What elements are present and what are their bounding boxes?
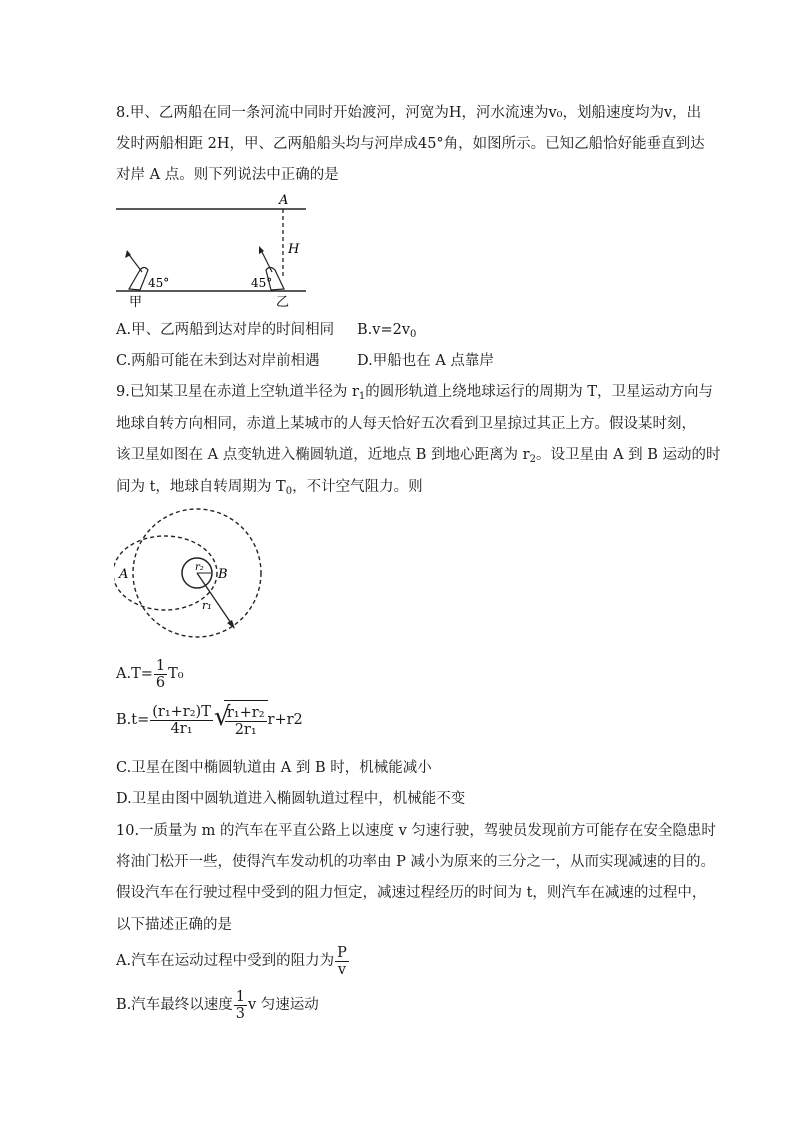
q10-option-b: [116, 988, 319, 1022]
q8-line-2: 发时两船相距 2H，甲、乙两船船头均与河岸成45°角，如图所示。已知乙船恰好能垂直到达: [116, 136, 705, 152]
boat-jia-label: 甲: [129, 295, 143, 310]
q9-line-1: [116, 382, 713, 407]
width-h-label: H: [288, 242, 300, 257]
q9-line-3-a: 该卫星如图在 A 点变轨进入椭圆轨道，近地点 B 到地心距离为 r: [116, 447, 530, 463]
q10-option-b-fraction: [234, 989, 247, 1022]
q9-option-a-prefix: A.T=: [116, 666, 153, 682]
q9-orbit-figure: [114, 503, 272, 643]
fraction-denominator: 6: [155, 674, 166, 691]
fraction-numerator: P: [337, 944, 347, 961]
q10-option-a: [116, 944, 350, 978]
q8-option-b: [357, 320, 416, 345]
q8-option-b-text: B.v=2v: [357, 322, 411, 338]
r2-label: r₂: [195, 562, 204, 573]
sqrt-fraction: [225, 705, 267, 738]
q9-line-4: [116, 477, 423, 502]
q9-option-c: C.卫星在图中椭圆轨道由 A 到 B 时，机械能减小: [116, 760, 432, 776]
q9-line-4-b: ，不计空气阻力。则: [292, 479, 423, 495]
q9-option-b-suffix: r+r2: [267, 712, 303, 728]
q8-line-1: 8.甲、乙两船在同一条河流中同时开始渡河，河宽为H，河水流速为v₀，划船速度均为v，出: [116, 105, 702, 121]
q9-line-3-b: 。设卫星由 A 到 B 运动的时: [535, 447, 721, 463]
q9-line-3-sub: 2: [529, 454, 536, 465]
q9-option-b: [116, 700, 303, 740]
q8-option-d: D.甲船也在 A 点靠岸: [357, 353, 494, 369]
angle-right-label: 45°: [251, 276, 273, 290]
q9-line-1-a: 9.已知某卫星在赤道上空轨道半径为 r: [116, 384, 359, 400]
q9-line-1-b: 的圆形轨道上绕地球运行的周期为 T，卫星运动方向与: [365, 384, 714, 400]
q9-option-b-prefix: B.t=: [116, 712, 150, 728]
q9-option-b-sqrt: [214, 700, 268, 740]
q10-option-a-fraction: [335, 945, 349, 978]
fraction-denominator: 4r₁: [170, 720, 193, 737]
fraction-numerator: r₁+r₂: [226, 704, 265, 721]
q9-option-b-fraction: [150, 704, 213, 737]
q9-line-3: [116, 445, 721, 470]
fraction-denominator: v: [337, 961, 347, 978]
q10-option-a-prefix: A.汽车在运动过程中受到的阻力为: [116, 953, 335, 969]
q10-option-b-prefix: B.汽车最终以速度: [116, 997, 233, 1013]
q9-option-d: D.卫星由图中圆轨道进入椭圆轨道过程中，机械能不变: [116, 791, 466, 807]
fraction-numerator: 1: [235, 988, 245, 1005]
boat-jia-icon: [125, 250, 148, 290]
q8-option-a: A.甲、乙两船到达对岸的时间相同: [116, 322, 335, 338]
angle-left-label: 45°: [148, 276, 170, 290]
point-a-label: A: [119, 567, 129, 582]
fraction-numerator: 1: [155, 657, 166, 674]
q9-line-4-sub: 0: [285, 486, 293, 497]
q10-option-b-suffix: v 匀速运动: [248, 997, 319, 1013]
q8-option-c: C.两船可能在未到达对岸前相遇: [116, 353, 320, 369]
r1-label: r₁: [202, 599, 212, 612]
q8-line-3: 对岸 A 点。则下列说法中正确的是: [116, 167, 339, 183]
point-a-label: A: [279, 193, 289, 208]
q9-option-a-suffix: T₀: [168, 666, 184, 682]
q9-line-2: 地球自转方向相同，赤道上某城市的人每天恰好五次看到卫星掠过其正上方。假设某时刻，: [116, 416, 696, 432]
sqrt-radical-icon: √: [213, 702, 231, 732]
fraction-denominator: 3: [235, 1005, 245, 1022]
q9-option-a-fraction: [154, 658, 167, 691]
q10-line-2: 将油门松开一些，使得汽车发动机的功率由 P 减小为原来的三分之一，从而实现减速的目的。: [116, 854, 715, 870]
point-b-label: B: [218, 567, 228, 582]
q10-line-4: 以下描述正确的是: [116, 917, 232, 933]
q8-option-b-sub: 0: [410, 329, 417, 340]
q9-option-a: [116, 657, 184, 691]
boat-yi-label: 乙: [276, 295, 290, 310]
q10-line-3: 假设汽车在行驶过程中受到的阻力恒定，减速过程经历的时间为 t，则汽车在减速的过程中，: [116, 885, 707, 901]
q9-line-4-a: 间为 t，地球自转周期为 T: [116, 479, 286, 495]
q9-line-1-sub: 1: [358, 391, 366, 402]
q10-line-1: 10.一质量为 m 的汽车在平直公路上以速度 v 匀速行驶，驾驶员发现前方可能存在安全隐患时: [116, 823, 716, 839]
fraction-numerator: (r₁+r₂)T: [152, 703, 211, 720]
q8-river-figure: [110, 192, 320, 312]
fraction-denominator: 2r₁: [234, 721, 257, 738]
